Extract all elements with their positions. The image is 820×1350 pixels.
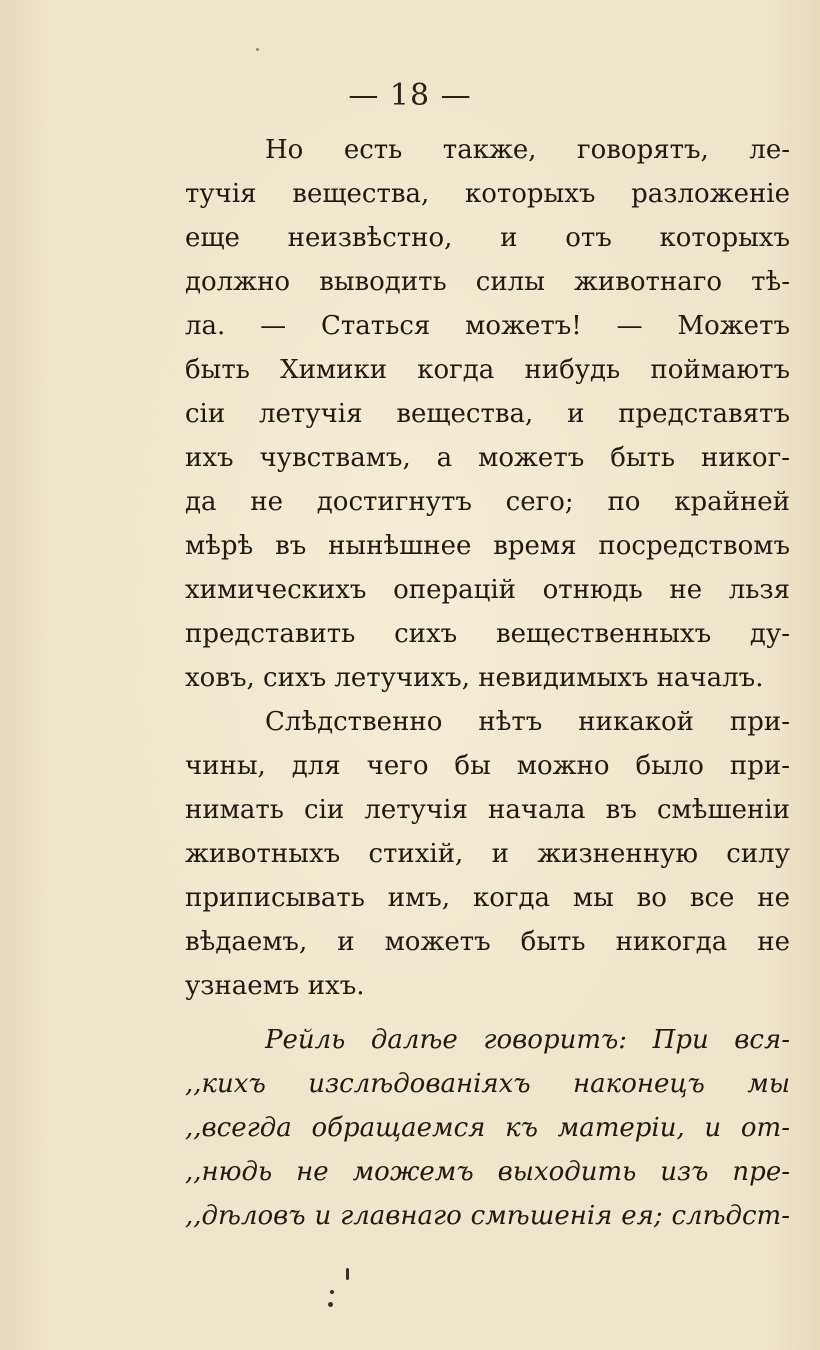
ink-speck (330, 1290, 334, 1294)
text-line: чины, для чего бы можно было при- (185, 751, 790, 781)
text-line: представить сихъ вещественныхъ ду- (185, 619, 790, 649)
text-line: Слѣдственно нѣтъ никакой при- (265, 707, 790, 737)
text-line: да не достигнутъ сего; по крайней (185, 487, 790, 517)
paragraph-gap (185, 1008, 790, 1018)
text-line: еще неизвѣстно, и отъ которыхъ (185, 223, 790, 253)
text-line: должно выводить силы животнаго тѣ- (185, 267, 790, 297)
text-line: узнаемъ ихъ. (185, 971, 365, 1001)
quote-line: ,,всегда обращаемся къ матеріи, и от- (185, 1113, 790, 1143)
text-line: ихъ чувствамъ, а можетъ быть никог- (185, 443, 790, 473)
quote-line: Рейль далѣе говоритъ: При вся- (265, 1025, 790, 1055)
text-line: быть Химики когда нибудь поймаютъ (185, 355, 790, 385)
text-line: Но есть также, говорятъ, ле- (265, 135, 790, 165)
text-line: животныхъ стихій, и жизненную силу (185, 839, 790, 869)
text-line: химическихъ операцій отнюдь не льзя (185, 575, 790, 605)
text-line: ховъ, сихъ летучихъ, невидимыхъ началъ. (185, 663, 764, 693)
quote-line: ,,кихъ изслѣдованіяхъ наконецъ мы (185, 1069, 790, 1099)
text-line: ла. — Статься можетъ! — Можетъ (185, 311, 790, 341)
text-line: вѣдаемъ, и можетъ быть никогда не (185, 927, 790, 957)
page-number: — 18 — (348, 78, 472, 113)
text-line: тучія вещества, которыхъ разложеніе (185, 179, 790, 209)
ink-speck (256, 48, 259, 51)
body-text (185, 128, 790, 1238)
ink-speck (328, 1302, 333, 1307)
ink-speck (346, 1268, 349, 1280)
quote-line: ,,нюдь не можемъ выходить изъ пре- (185, 1157, 790, 1187)
quote-line: ,,дѣловъ и главнаго смѣшенія ея; слѣдст- (185, 1201, 790, 1231)
text-line: сіи летучія вещества, и представятъ (185, 399, 790, 429)
text-line: приписывать имъ, когда мы во все не (185, 883, 790, 913)
text-line: нимать сіи летучія начала въ смѣшеніи (185, 795, 790, 825)
text-line: мѣрѣ въ нынѣшнее время посредствомъ (185, 531, 790, 561)
